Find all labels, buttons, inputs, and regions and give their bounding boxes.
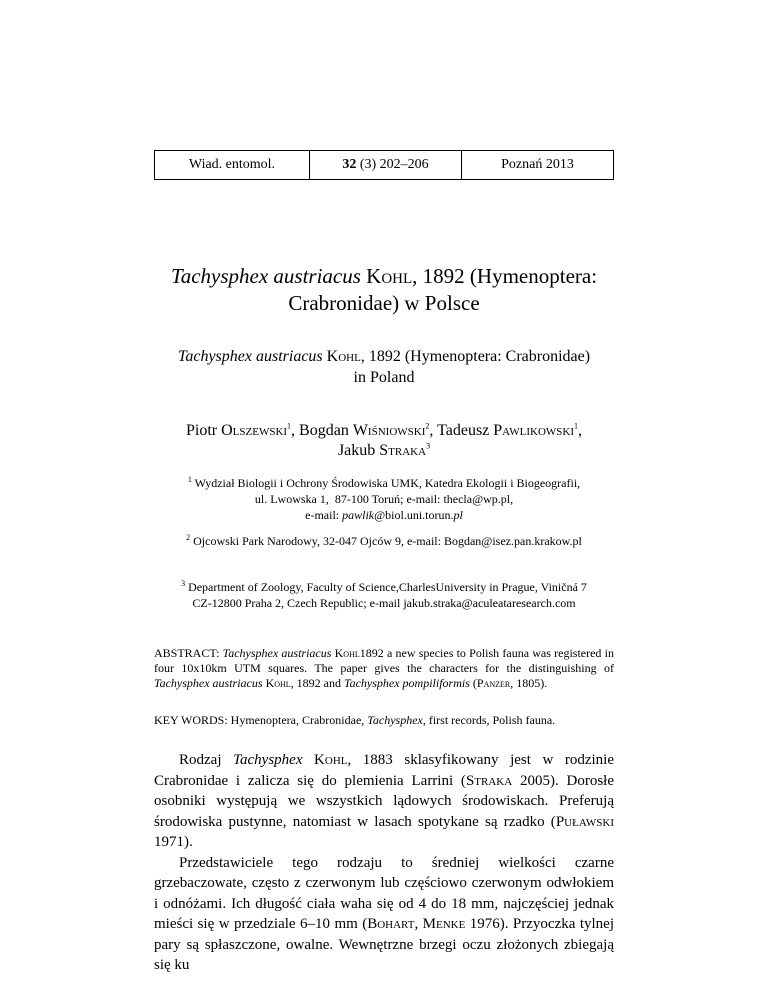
keywords	[154, 713, 614, 728]
affiliation-1	[0, 475, 768, 523]
aff-3-num: 3	[181, 579, 186, 588]
author-4-first: Jakub	[337, 442, 376, 459]
title-author: Kohl	[366, 264, 413, 288]
aff-2-line1: Ojcowski Park Narodowy, 32-047 Ojców 9, e-mail: Bogdan@isez.pan.krakow.pl	[193, 534, 582, 548]
p1-citation-2: Puławski	[555, 813, 614, 830]
abstract-text-4: , 1805).	[510, 676, 548, 690]
p1-text-a: Rodzaj	[179, 752, 234, 768]
article-title	[0, 263, 768, 317]
author-1-last: Olszewski	[221, 422, 288, 439]
aff-1-line2: ul. Lwowska 1, 87-100 Toruń; e-mail: thecla@wp.pl,	[254, 492, 514, 506]
body-text	[154, 750, 614, 976]
title-line2: Crabronidae) w Polsce	[288, 291, 480, 315]
aff-1-email-label: e-mail:	[305, 508, 343, 522]
author-2-sup: 2	[425, 421, 430, 431]
aff-3-line1: Department of Zoology, Faculty of Science,CharlesUniversity in Prague, Viničná 7	[188, 580, 587, 594]
volume-info	[310, 151, 462, 179]
aff-3-line2: CZ-12800 Praha 2, Czech Republic; e-mail jakub.straka@aculeataresearch.com	[192, 596, 576, 610]
author-3-sup: 1	[574, 421, 579, 431]
place-year: Poznań 2013	[501, 157, 574, 172]
p2-separator: ,	[414, 916, 423, 932]
aff-1-num: 1	[187, 475, 192, 484]
english-title	[0, 346, 768, 388]
p2-citation-2: Menke	[422, 916, 466, 932]
keywords-text: KEY WORDS: Hymenoptera, Crabronidae,	[154, 713, 368, 727]
author-3-first: Tadeusz	[437, 422, 490, 439]
p1-citation-1: Straka	[465, 772, 513, 789]
abstract-species-3: Tachysphex pompiliformis	[344, 676, 470, 690]
affiliation-3	[0, 579, 768, 611]
aff-1-email-user: pawlik	[342, 508, 375, 522]
aff-2-num: 2	[186, 533, 191, 542]
abstract-text-3: (	[469, 676, 477, 690]
title-rest: , 1892 (Hymenoptera:	[412, 264, 598, 288]
title-species: Tachysphex austriacus	[170, 264, 361, 288]
subtitle-author: Kohl	[326, 348, 361, 365]
abstract-label: ABSTRACT:	[154, 646, 223, 660]
subtitle-species: Tachysphex austriacus	[177, 348, 323, 365]
aff-1-line1: Wydział Biologii i Ochrony Środowiska UMK, Katedra Ekologii i Biogeografii,	[194, 476, 581, 490]
abstract-species-1: Tachysphex austriacus	[222, 646, 332, 660]
abstract-author-1: Kohl	[334, 646, 360, 660]
author-3-last: Pawlikowski	[493, 422, 575, 439]
affiliation-2	[0, 533, 768, 549]
abstract-text-2: , 1892 and	[290, 676, 344, 690]
journal-name: Wiad. entomol.	[155, 151, 310, 179]
p2-citation-1: Bohart	[367, 916, 415, 932]
author-2-first: Bogdan	[299, 422, 349, 439]
keywords-genus: Tachysphex	[367, 713, 423, 727]
author-1-first: Piotr	[185, 422, 218, 439]
keywords-tail: , first records, Polish fauna.	[422, 713, 556, 727]
p1-text-b: , 1883 sklasyfikowany jest w rodzinie Crabronidae i zalicza się do plemienia Larrini (	[154, 752, 614, 789]
issue-pages: (3) 202–206	[356, 157, 429, 172]
author-4-last: Straka	[379, 442, 427, 459]
volume-number: 32	[342, 157, 357, 172]
abstract-author-3: Panzer	[476, 676, 511, 690]
p2-text-a: Przedstawiciele tego rodzaju to średniej wielkości czarne grzebaczowate, często z czerwonym lub częściowo czerwonym odwłokiem i odnóżami. Ich długość ciała waha się od 4 do 18 mm, najczęściej jednak mieści się w przedziale 6–10 mm (	[154, 854, 614, 932]
p1-author: Kohl	[314, 752, 348, 768]
abstract-author-2: Kohl	[265, 676, 291, 690]
p2-text-b: 1976). Przyoczka tylnej pary są spłaszczone, owalne. Wewnętrzne brzegi oczu złożonych zbiegają się ku	[154, 916, 614, 973]
paragraph-1	[154, 750, 614, 853]
aff-1-email-domain: @biol.uni.torun.	[374, 508, 454, 522]
subtitle-rest: , 1892 (Hymenoptera: Crabronidae)	[360, 348, 591, 365]
author-list: Piotr Olszewski$^1$, Bogdan Wiśniowski$^2$, Tadeusz Pawlikowski$^1$, Jakub Straka$^3$	[185, 421, 583, 459]
subtitle-line2: in Poland	[353, 369, 415, 386]
p1-text-c: 2005). Dorosłe osobniki występują we wszystkich lądowych środowiskach. Preferują środowiska pustynne, natomiast w lasach spotykane są rzadko (	[154, 772, 614, 830]
aff-1-email-tld: pl	[453, 508, 463, 522]
paragraph-2	[154, 853, 614, 976]
author-4-sup: 3	[426, 441, 431, 451]
abstract	[154, 646, 614, 691]
p1-genus: Tachysphex	[233, 752, 303, 768]
author-2-last: Wiśniowski	[352, 422, 426, 439]
abstract-species-2: Tachysphex austriacus	[154, 676, 263, 690]
p1-text-d: 1971).	[154, 834, 193, 850]
journal-header-table	[154, 150, 614, 180]
author-1-sup: 1	[287, 421, 292, 431]
abstract-text-1: 1892 a new species to Polish fauna was registered in four 10x10km UTM squares. The paper gives the characters for the distinguishing of	[154, 646, 614, 675]
